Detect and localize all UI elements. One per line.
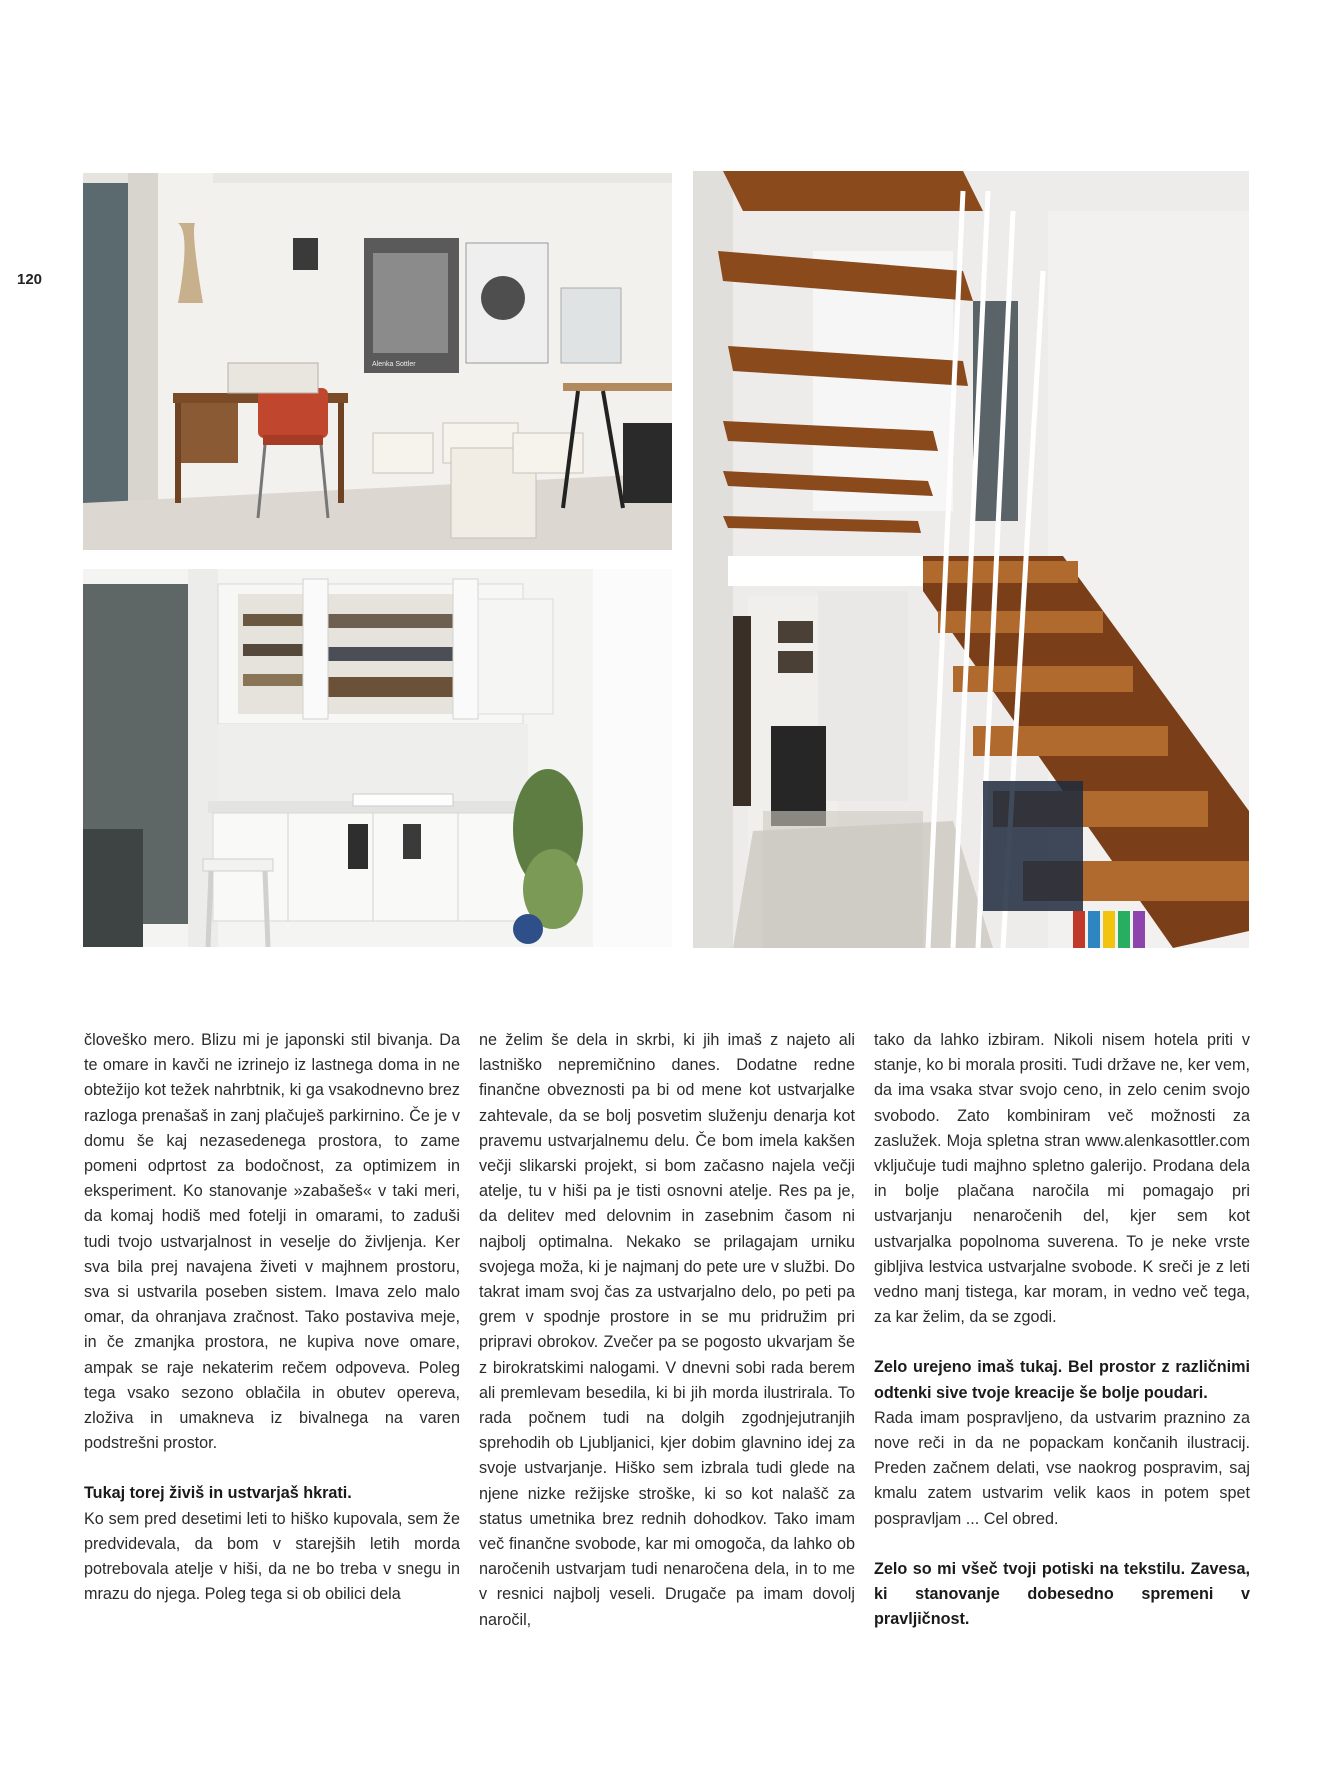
interview-question: Zelo urejeno imaš tukaj. Bel prostor z različnimi odtenki sive tvoje kreacije še bolje poudari. (874, 1358, 1250, 1402)
interview-question: Zelo so mi všeč tvoji potiski na tekstilu. Zavesa, ki stanovanje dobesedno spremeni v pravljičnost. (874, 1559, 1250, 1629)
text-column-3 (874, 1028, 1250, 1632)
studio-photo (83, 173, 672, 550)
paragraph: ne želim še dela in skrbi, ki jih imaš z najeto ali lastniško nepremičnino danes. Dodatne redne finančne obveznosti pa bi od mene kot ustvarjalke zahtevale, da se bolj posvetim služenju denarja kot pravemu ustvarjalnemu delu. Če bom imela kakšen večji slikarski projekt, si bom začasno najela večji atelje, tu v hiši pa je tisti osnovni atelje. Res pa je, da delitev med delovnim in zasebnim časom ni najbolj optimalna. Nekako se prilagajam urniku svojega moža, ki je najmanj do pete ure v službi. Do takrat imam svoj čas za ustvarjalno delo, po peti pa grem v spodnje prostore in se mu pridružim pri pripravi obrokov. Zvečer pa se pogosto ukvarjam še z birokratskimi nalogami. V dnevni sobi rada berem ali premlevam besedila, ki bi jih morda ilustrirala. To rada počnem tudi na dolgih zgodnjejutranjih sprehodih ob Ljubljanici, kjer dobim glavnino idej za svoje ustvarjanje. Hiško sem izbrala tudi glede na njene nizke režijske stroške, ki so kot nalašč za status umetnika brez rednih dohodkov. Tako imam več finančne svobode, kar mi omogoča, da lahko ob naročenih ustvarjam tudi nenaročena dela, in to me v resnici najbolj veseli. Drugače pa imam dovolj naročil, (479, 1031, 855, 1629)
paragraph: tako da lahko izbiram. Nikoli nisem hotela priti v stanje, ko bi morala prositi. Tudi države ne, ker vem, da ima vsaka stvar svojo ceno, in zelo cenim svojo svobodo. Zato kombiniram več možnosti za zaslužek. Moja spletna stran www.alenkasottler.com vključuje tudi majhno spletno galerijo. Prodana dela in bolje plačana naročila mi pomagajo pri ustvarjanju nenaročenih del, kjer sem kot ustvarjalka popolnoma suverena. To je neke vrste gibljiva lestvica ustvarjalne svobode. K sreči je z leti vedno manj tistega, kar moram, in vedno več tega, za kar želim, da se zgodi. (874, 1031, 1250, 1327)
paragraph: Rada imam pospravljeno, da ustvarim praznino za nove reči in da ne popackam končanih ilustracij. Preden začnem delati, vse naokrog pospravim, saj kmalu zatem ustvarim velik kaos in potem spet pospravljam ... Cel obred. (874, 1408, 1250, 1528)
paragraph: človeško mero. Blizu mi je japonski stil bivanja. Da te omare in kavči ne izrinejo iz lastnega doma in ne obtežijo kot težek nahrbtnik, ki ga vsakodnevno brez razloga prenašaš in zanj plačuješ parkirnino. Če je v domu še kaj nezasedenega prostora, to zame pomeni odprtost za bodočnost, za optimizem in eksperiment. Ko stanovanje »zabašeš« v taki meri, da komaj hodiš med fotelji in omarami, to zaduši tudi tvojo ustvarjalnost in veselje do življenja. Ker sva bila prej navajena živeti v majhnem prostoru, sva si ustvarila poseben sistem. Imava zelo malo omar, da ohranjava zračnost. Tako postaviva meje, in če zmanjka prostora, ne kupiva nove omare, ampak se raje nekaterim rečem odpoveva. Poleg tega vsako sezono oblačila in obutev opereva, zloživa in umakneva iz bivalnega na varen podstrešni prostor. (84, 1031, 460, 1453)
text-column-1 (84, 1028, 460, 1607)
interview-question: Tukaj torej živiš in ustvarjaš hkrati. (84, 1484, 352, 1503)
poster-caption: Alenka Sottler (372, 361, 416, 368)
stairs-photo (693, 171, 1249, 948)
page-number: 120 (17, 271, 43, 288)
kitchen-photo (83, 569, 672, 947)
paragraph: Ko sem pred desetimi leti to hiško kupovala, sem že predvidevala, da bom v starejših letih morda potrebovala atelje v hiši, da ne bo treba v snegu in mrazu do njega. Poleg tega si ob obilici dela (84, 1509, 460, 1604)
text-column-2 (479, 1028, 855, 1633)
